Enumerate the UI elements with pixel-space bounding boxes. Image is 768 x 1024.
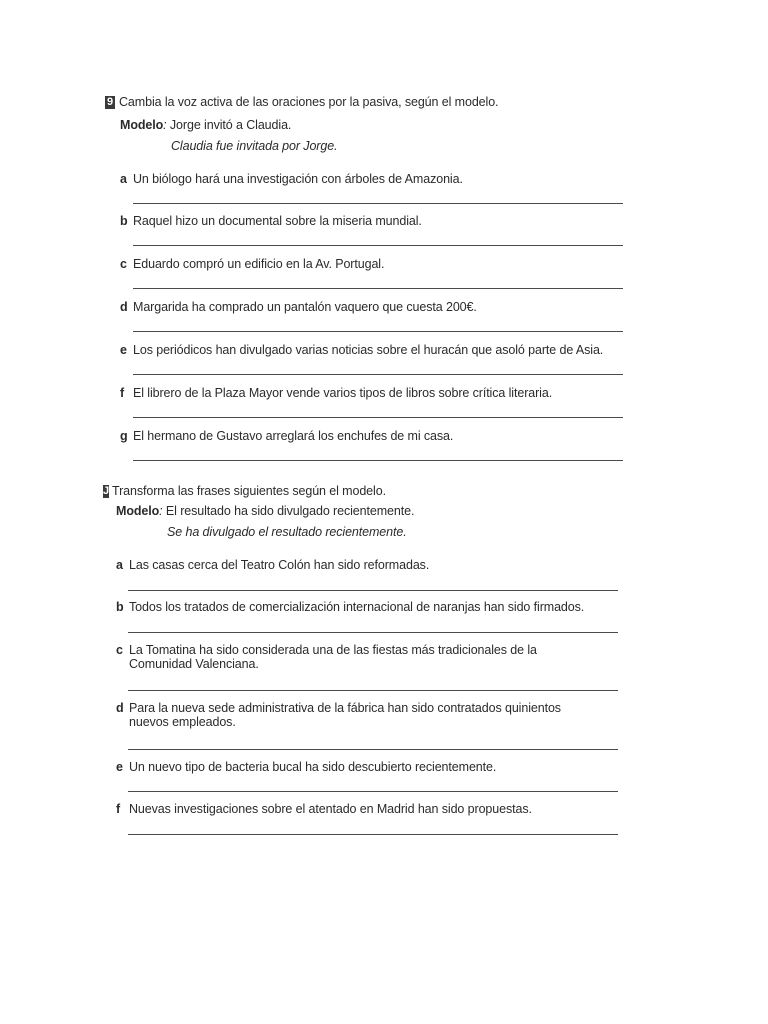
item-letter: c bbox=[120, 257, 127, 271]
item-text: La Tomatina ha sido considerada una de las fiestas más tradicionales de la Comunidad Valenciana. bbox=[129, 643, 537, 671]
answer-line[interactable] bbox=[128, 791, 618, 792]
item-letter: b bbox=[116, 600, 124, 614]
item-text: Los periódicos han divulgado varias noticias sobre el huracán que asoló parte de Asia. bbox=[133, 343, 604, 357]
answer-line[interactable] bbox=[128, 690, 618, 691]
answer-line[interactable] bbox=[133, 417, 623, 418]
item-text: Todos los tratados de comercialización internacional de naranjas han sido firmados. bbox=[129, 600, 585, 614]
exercise-2-number: J bbox=[103, 484, 110, 497]
item-text: Margarida ha comprado un pantalón vaquero que cuesta 200€. bbox=[133, 300, 477, 314]
item-letter: d bbox=[120, 300, 128, 314]
answer-line[interactable] bbox=[133, 331, 623, 332]
answer-line[interactable] bbox=[128, 590, 618, 591]
item-letter: e bbox=[116, 760, 123, 774]
exercise-2-modelo-answer: Se ha divulgado el resultado recientemente. bbox=[167, 525, 407, 539]
answer-line[interactable] bbox=[133, 203, 623, 204]
answer-line[interactable] bbox=[133, 374, 623, 375]
item-letter: e bbox=[120, 343, 127, 357]
item-text: Un nuevo tipo de bacteria bucal ha sido descubierto recientemente. bbox=[129, 760, 497, 774]
exercise-1-modelo-answer: Claudia fue invitada por Jorge. bbox=[171, 139, 338, 153]
modelo-label: Modelo bbox=[116, 504, 160, 518]
item-text: Las casas cerca del Teatro Colón han sido reformadas. bbox=[129, 558, 430, 572]
answer-line[interactable] bbox=[128, 632, 618, 633]
exercise-1-header bbox=[105, 95, 498, 109]
item-text: Raquel hizo un documental sobre la miseria mundial. bbox=[133, 214, 422, 228]
answer-line[interactable] bbox=[128, 749, 618, 750]
modelo-label: Modelo bbox=[120, 118, 164, 132]
item-text: El hermano de Gustavo arreglará los enchufes de mi casa. bbox=[133, 429, 454, 443]
answer-line[interactable] bbox=[128, 834, 618, 835]
exercise-1-instruction: Cambia la voz activa de las oraciones por la pasiva, según el modelo. bbox=[119, 95, 499, 109]
item-letter: b bbox=[120, 214, 128, 228]
exercise-2-instruction: Transforma las frases siguientes según el modelo. bbox=[112, 484, 386, 498]
item-letter: g bbox=[120, 429, 128, 443]
item-letter: c bbox=[116, 643, 123, 657]
item-letter: a bbox=[120, 172, 127, 186]
item-text: Para la nueva sede administrativa de la fábrica han sido contratados quinientos nuevos empleados. bbox=[129, 701, 561, 729]
item-text: Eduardo compró un edificio en la Av. Portugal. bbox=[133, 257, 385, 271]
exercise-1-number: 9 bbox=[106, 95, 114, 108]
item-text: Nuevas investigaciones sobre el atentado en Madrid han sido propuestas. bbox=[129, 802, 532, 816]
item-text: El librero de la Plaza Mayor vende varios tipos de libros sobre crítica literaria. bbox=[133, 386, 553, 400]
answer-line[interactable] bbox=[133, 245, 623, 246]
modelo-question: El resultado ha sido divulgado recientemente. bbox=[165, 504, 415, 518]
modelo-colon: : bbox=[163, 118, 167, 132]
modelo-question: Jorge invitó a Claudia. bbox=[169, 118, 292, 132]
exercise-2-header bbox=[103, 484, 386, 498]
exercise-2-modelo bbox=[116, 504, 414, 518]
item-text: Un biólogo hará una investigación con árboles de Amazonia. bbox=[133, 172, 463, 186]
item-letter: f bbox=[116, 802, 121, 816]
item-letter: d bbox=[116, 701, 124, 715]
answer-line[interactable] bbox=[133, 460, 623, 461]
item-letter: f bbox=[120, 386, 125, 400]
item-letter: a bbox=[116, 558, 123, 572]
exercise-1-modelo bbox=[120, 118, 291, 132]
answer-line[interactable] bbox=[133, 288, 623, 289]
modelo-colon: : bbox=[159, 504, 163, 518]
